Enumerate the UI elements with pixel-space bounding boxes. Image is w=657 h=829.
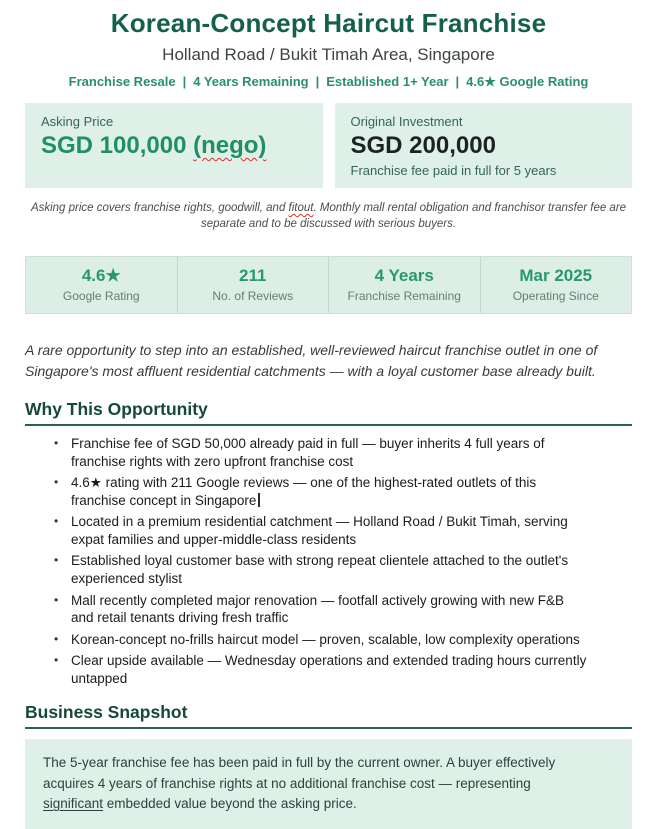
bullet-textwrap [71, 513, 632, 548]
bullet-textwrap [71, 435, 632, 470]
asking-price-nego: (nego) [193, 132, 267, 159]
text-cursor [258, 493, 260, 507]
bullet-marker: • [54, 514, 59, 529]
bullet-item [25, 592, 632, 627]
bullet-marker: • [54, 436, 59, 451]
stat-label: No. of Reviews [212, 289, 294, 304]
disclaimer-part1: Asking price covers franchise rights, goodwill, and [30, 202, 289, 214]
badge-separator: | [182, 74, 187, 89]
asking-price-amount: SGD 100,000 [41, 132, 194, 159]
stat-review-count [177, 257, 329, 313]
original-investment-panel [335, 103, 633, 188]
bullet-text: Korean-concept no-frills haircut model — proven, scalable, low complexity operations [71, 631, 580, 647]
bullet-textwrap [71, 552, 632, 587]
snapshot-underlined-word: significant [43, 795, 104, 811]
badge-separator: | [455, 74, 460, 89]
badge-franchise-resale: Franchise Resale [68, 74, 176, 89]
original-investment-value: SGD 200,000 [350, 132, 496, 159]
bullet-marker: • [54, 631, 59, 646]
badge-years-remaining: 4 Years Remaining [193, 74, 309, 89]
bullet-text: Located in a premium residential catchment — Holland Road / Bukit Timah, serving expat families and upper-middle-class residents [71, 514, 568, 547]
page-subtitle: Holland Road / Bukit Timah Area, Singapore [162, 45, 495, 64]
badge-established: Established 1+ Year [326, 74, 449, 89]
bullet-item [25, 435, 632, 470]
badge-google-rating: 4.6★ Google Rating [466, 74, 589, 89]
stat-label: Operating Since [512, 289, 599, 304]
asking-price-value [41, 132, 307, 160]
stat-value: 4 Years [374, 266, 434, 286]
bullet-marker: • [54, 592, 59, 607]
bullet-text: Clear upside available — Wednesday operations and extended trading hours currently untapped [71, 653, 587, 686]
price-row [25, 103, 632, 188]
snapshot-text [43, 753, 575, 814]
stat-label: Google Rating [62, 289, 140, 304]
bullet-item [25, 513, 632, 548]
stat-value: 4.6★ [81, 266, 121, 286]
intro-paragraph: A rare opportunity to step into an established, well-reviewed haircut franchise outlet in one of Singapore's most affluent residential catchments — with a loyal customer base already built. [25, 342, 598, 380]
snapshot-part1: The 5-year franchise fee has been paid in full by the current owner. A buyer effectively acquires 4 years of franchise rights at no additional franchise cost — representing [43, 755, 556, 791]
stat-label: Franchise Remaining [347, 289, 461, 304]
stats-strip [25, 256, 632, 314]
stat-operating-since [480, 257, 632, 313]
bullet-marker: • [54, 553, 59, 568]
badge-separator: | [315, 74, 320, 89]
bullet-item [25, 652, 632, 687]
bullet-text: Franchise fee of SGD 50,000 already paid in full — buyer inherits 4 full years of franchise rights with zero upfront franchise cost [71, 436, 545, 469]
bullet-text: Established loyal customer base with strong repeat clientele attached to the outlet's experienced stylist [71, 553, 569, 587]
bullet-item [25, 631, 632, 649]
asking-price-label: Asking Price [41, 114, 114, 129]
bullet-marker: • [54, 475, 59, 490]
stat-franchise-remaining [328, 257, 480, 313]
why-bullet-list [25, 435, 632, 687]
bullet-textwrap [71, 631, 632, 649]
disclaimer-part2: . Monthly mall rental obligation and franchisor transfer fee are separate and to be discussed with serious buyers. [200, 202, 627, 231]
bullet-text: 4.6★ rating with 211 Google reviews — one of the highest-rated outlets of this franchise concept in Singapore [71, 475, 537, 508]
disclaimer-flagged-word: fitout [288, 202, 314, 214]
section-heading-why: Why This Opportunity [25, 399, 632, 426]
original-investment-label: Original Investment [350, 114, 463, 129]
section-heading-snapshot: Business Snapshot [25, 702, 632, 729]
bullet-textwrap [71, 474, 632, 509]
stat-value: 211 [239, 266, 267, 286]
original-investment-note: Franchise fee paid in full for 5 years [350, 163, 557, 178]
bullet-marker: • [54, 653, 59, 668]
stat-value: Mar 2025 [519, 266, 593, 286]
bullet-textwrap [71, 592, 632, 627]
asking-price-panel [25, 103, 323, 188]
bullet-item [25, 474, 632, 509]
snapshot-panel [25, 739, 632, 829]
bullet-text: Mall recently completed major renovation — footfall actively growing with new F&B and retail tenants driving fresh traffic [71, 592, 564, 626]
bullet-textwrap [71, 652, 632, 687]
snapshot-part2: embedded value beyond the asking price. [103, 795, 357, 811]
disclaimer-note [29, 200, 628, 232]
bullet-item [25, 552, 632, 587]
stat-google-rating [26, 257, 177, 313]
page-title: Korean-Concept Haircut Franchise [110, 8, 547, 38]
badge-line [25, 74, 632, 90]
